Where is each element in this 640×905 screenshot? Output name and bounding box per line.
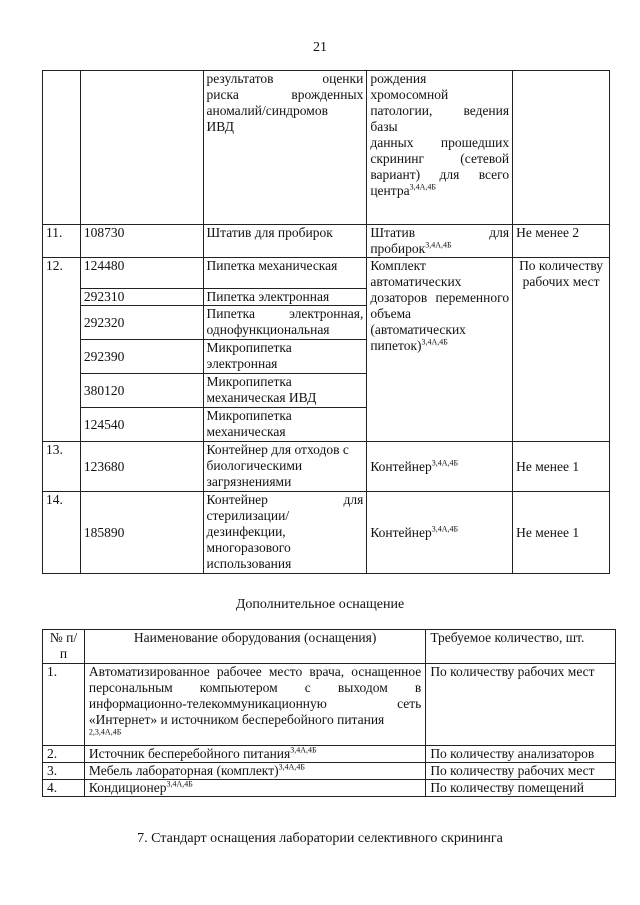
table-row-12-3: 292320 Пипетка электронная, однофункциональная xyxy=(43,306,610,340)
table-row-11: 11. 108730 Штатив для пробирок Штатив для пробирок$^{3,4А,4Б}$ Не менее 2 xyxy=(43,225,610,258)
table-row-12-5: 380120 Микропипетка механическая ИВД xyxy=(43,374,610,408)
equipment-table xyxy=(42,70,610,574)
section-title: 7. Стандарт оснащения лаборатории селективного скрининга xyxy=(137,831,503,846)
table-row-12-4: 292390 Микропипетка электронная xyxy=(43,340,610,374)
table-row-13: 13. 123680 Контейнер для отходов с биологическими загрязнениями Контейнер$^{3,4А,4Б}$ Не менее 1 xyxy=(43,442,610,492)
table-row: 2. Источник бесперебойного питания$^{3,4А,4Б}$ По количеству анализаторов xyxy=(43,746,616,763)
table-row-14: 14. 185890 Контейнер для стерилизации/ дезинфекции, многоразового использования Контейнер$^{3,4А,4Б}$ Не менее 1 xyxy=(43,492,610,574)
table-row-12: 12. 124480 Пипетка механическая Комплект автоматических дозаторов переменного объема (автоматических пипеток)$^{3,4А,4Б}$ По количеству рабочих мест xyxy=(43,258,610,289)
additional-equipment-caption: Дополнительное оснащение xyxy=(235,597,405,612)
table-row-12-6: 124540 Микропипетка механическая xyxy=(43,408,610,442)
additional-equipment-table xyxy=(42,629,616,797)
table-row: 4. Кондиционер$^{3,4А,4Б}$ По количеству помещений xyxy=(43,780,616,797)
table-row-continuation xyxy=(43,71,610,225)
table-header-row: № п/п Наименование оборудования (оснащения) Требуемое количество, шт. xyxy=(43,630,616,664)
table-row-12-2: 292310 Пипетка электронная xyxy=(43,289,610,306)
continuation-type-cell: рождения хромосомной патологии, ведения базы данных прошедших скрининг (сетевой вариант) для всего центра$^{3,4А,4Б}$ xyxy=(367,71,513,225)
table-row: 3. Мебель лабораторная (комплект)$^{3,4А,4Б}$ По количеству рабочих мест xyxy=(43,763,616,780)
page-number: 21 xyxy=(313,40,327,55)
continuation-name-cell: результатов оценки риска врожденных аномалий/синдромов ИВД xyxy=(203,71,367,225)
table-row: 1. Автоматизированное рабочее место врача, оснащенное персональным компьютером с выходом в информационно-телекоммуникационную сеть «Интернет» и источником бесперебойного питания $^{2,3,4А,4Б}$ По количеству рабочих мест xyxy=(43,664,616,746)
